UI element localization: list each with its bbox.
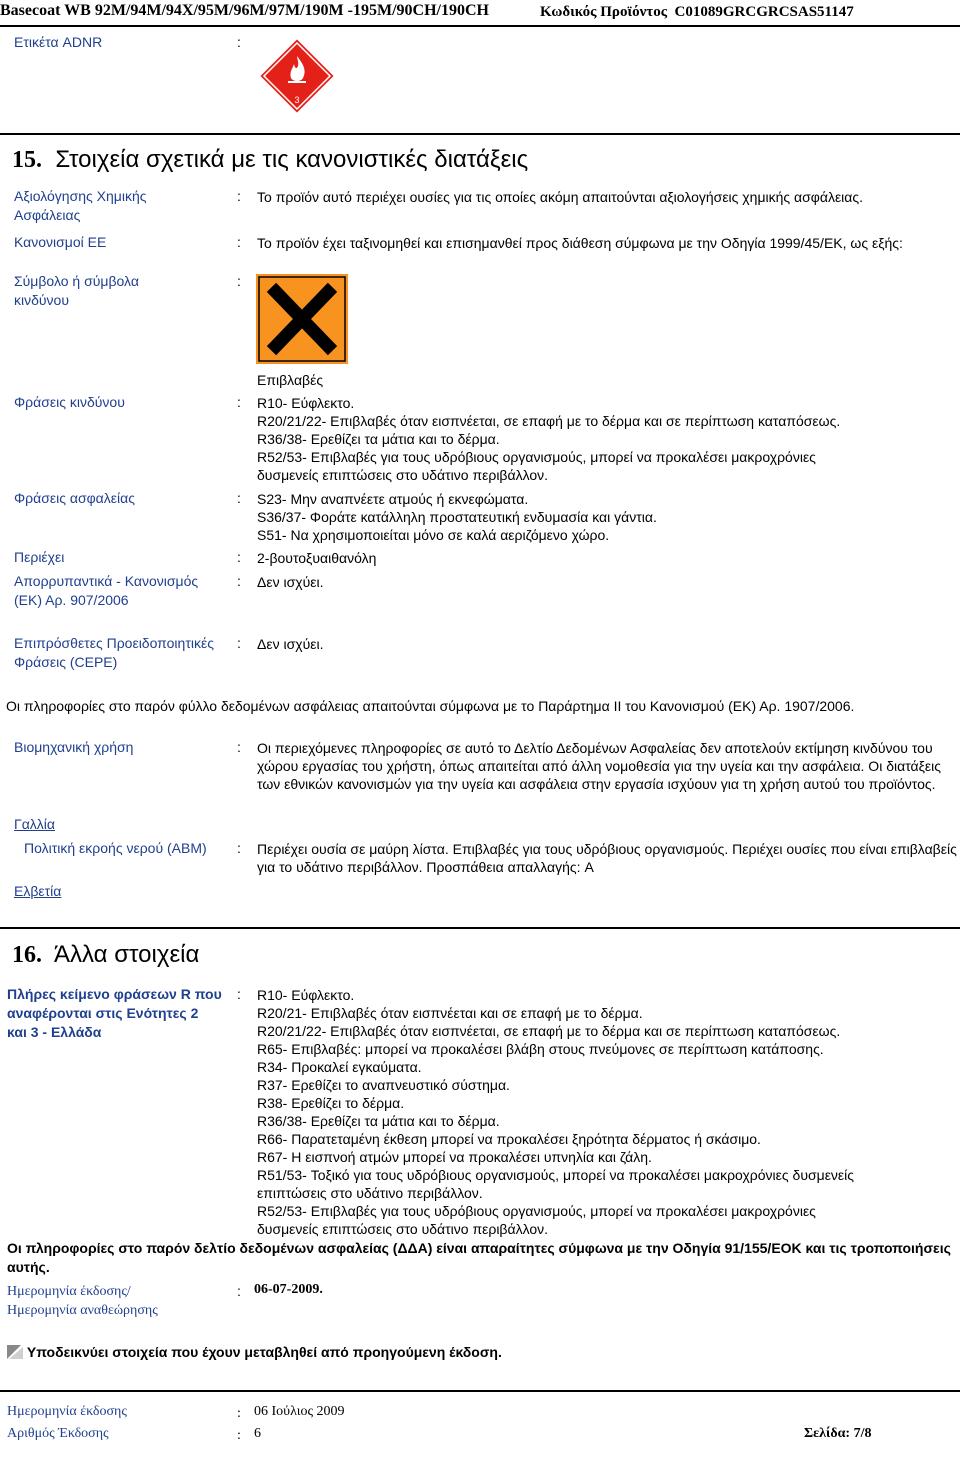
footer-issue-date-value: 06 Ιούλιος 2009 [254, 1404, 345, 1419]
list-item: R10- Εύφλεκτο. [257, 395, 355, 411]
footer-version-label: Αριθμός Έκδοσης [7, 1426, 109, 1441]
colon: : [237, 1428, 241, 1443]
list-item: δυσμενείς επιπτώσεις στο υδάτινο περιβάλλον. [257, 1221, 549, 1237]
colon: : [237, 635, 241, 651]
changed-marker-icon [7, 1345, 23, 1359]
industrial-use-label: Βιομηχανική χρήση [14, 739, 134, 755]
flammable-pictogram-icon [257, 36, 337, 116]
harmful-x-icon [256, 274, 348, 364]
contains-label: Περιέχει [14, 549, 65, 565]
section16-heading [12, 940, 199, 970]
risk-phrases-list [257, 394, 957, 484]
directive-note: Οι πληροφορίες στο παρόν δελτίο δεδομένων ασφαλείας (ΔΔΑ) είναι απαραίτητες σύμφωνα με την Οδηγία 91/155/ΕΟΚ και τις τροποποιήσεις αυτής. [7, 1240, 951, 1275]
hazard-symbol-caption: Επιβλαβές [257, 372, 324, 388]
list-item: R34- Προκαλεί εγκαύματα. [257, 1059, 422, 1075]
section16-rule [0, 927, 960, 929]
list-item: S51- Να χρησιμοποιείται μόνο σε καλά αεριζόμενο χώρο. [257, 527, 610, 543]
list-item: R51/53- Τοξικό για τους υδρόβιους οργανισμούς, μπορεί να προκαλέσει μακροχρόνιες δυσμενείς [257, 1167, 855, 1183]
colon: : [237, 1406, 241, 1421]
section15-number: 15. [12, 147, 42, 173]
page-header [0, 0, 960, 26]
list-item: S36/37- Φοράτε κατάλληλη προστατευτική ενδυμασία και γάντια. [257, 509, 657, 525]
list-item: S23- Μην αναπνέετε ατμούς ή εκνεφώματα. [257, 491, 529, 507]
header-rule [0, 25, 960, 27]
section15-rule [0, 133, 960, 135]
list-item: R52/53- Επιβλαβές για τους υδρόβιους οργανισμούς, μπορεί να προκαλέσει μακροχρόνιες [257, 1203, 816, 1219]
list-item: R36/38- Ερεθίζει τα μάτια και το δέρμα. [257, 431, 500, 447]
colon: : [237, 549, 241, 565]
france-label: Γαλλία [14, 816, 56, 832]
section15-title: Στοιχεία σχετικά με τις κανονιστικές διατάξεις [55, 146, 529, 173]
footer-rule [0, 1390, 960, 1392]
hazard-symbol-label: Σύμβολο ή σύμβολα κινδύνου [14, 273, 139, 308]
footer-issue-date-label: Ημερομηνία έκδοσης [7, 1404, 127, 1419]
contains-value: 2-βουτοξυαιθανόλη [257, 550, 377, 566]
colon: : [237, 573, 241, 589]
list-item: R67- Η εισπνοή ατμών μπορεί να προκαλέσει υπνηλία και ζάλη. [257, 1149, 652, 1165]
eu-regulations-label: Κανονισμοί ΕΕ [14, 234, 107, 250]
list-item: R20/21- Επιβλαβές όταν εισπνέεται και σε επαφή με το δέρμα. [257, 1005, 643, 1021]
changes-note-text: Υποδεικνύει στοιχεία που έχουν μεταβληθεί από προηγούμενη έκδοση. [26, 1344, 502, 1360]
water-discharge-label: Πολιτική εκροής νερού (ABM) [24, 840, 207, 856]
risk-phrases-label: Φράσεις κινδύνου [14, 394, 125, 410]
product-code-value: C01089GRCGRCSAS51147 [674, 4, 854, 20]
list-item: R66- Παρατεταμένη έκθεση μπορεί να προκαλέσει ξηρότητα δέρματος ή σκάσιμο. [257, 1131, 761, 1147]
list-item: επιπτώσεις στο υδάτινο περιβάλλον. [257, 1185, 483, 1201]
list-item: δυσμενείς επιπτώσεις στο υδάτινο περιβάλλον. [257, 467, 549, 483]
full-text-r-label: Πλήρες κείμενο φράσεων R που αναφέρονται στις Ενότητες 2 και 3 - Ελλάδα [7, 986, 222, 1040]
cepe-label: Επιπρόσθετες Προειδοποιητικές Φράσεις (CEPE) [14, 635, 214, 670]
water-discharge-value: Περιέχει ουσία σε μαύρη λίστα. Επιβλαβές για τους υδρόβιους οργανισμούς. Περιέχει ουσίες που είναι επιβλαβείς για το υδάτινο περιβάλλον. Προσπάθεια απαλλαγής: A [257, 841, 957, 875]
colon: : [237, 1283, 241, 1299]
list-item: R65- Επιβλαβές: μπορεί να προκαλέσει βλάβη στους πνεύμονες σε περίπτωση κατάποσης. [257, 1041, 824, 1057]
colon: : [237, 840, 241, 856]
product-code [540, 4, 854, 21]
list-item: R37- Ερεθίζει το αναπνευστικό σύστημα. [257, 1077, 510, 1093]
section16-title: Άλλα στοιχεία [54, 941, 200, 968]
cepe-value: Δεν ισχύει. [257, 636, 324, 652]
list-item: R20/21/22- Επιβλαβές όταν εισπνέεται, σε επαφή με το δέρμα και σε περίπτωση καταπόσεως. [257, 413, 841, 429]
revision-date-label: Ημερομηνία έκδοσης/Ημερομηνία αναθεώρησης [7, 1284, 158, 1318]
safety-phrases-label: Φράσεις ασφαλείας [14, 490, 135, 506]
list-item: R52/53- Επιβλαβές για τους υδρόβιους οργανισμούς, μπορεί να προκαλέσει μακροχρόνιες [257, 449, 816, 465]
chem-safety-value: Το προϊόν αυτό περιέχει ουσίες για τις οποίες ακόμη απαιτούνται αξιολογήσεις χημικής ασφάλειας. [257, 189, 864, 205]
product-code-label: Κωδικός Προϊόντος [540, 4, 668, 20]
colon: : [237, 490, 241, 506]
eu-regulations-value: Το προϊόν έχει ταξινομηθεί και επισημανθεί προς διάθεση σύμφωνα με την Οδηγία 1999/45/ΕΚ, ως εξής: [257, 235, 903, 251]
list-item: R20/21/22- Επιβλαβές όταν εισπνέεται, σε επαφή με το δέρμα και σε περίπτωση καταπόσεως. [257, 1023, 841, 1039]
changes-note [7, 1343, 502, 1361]
section15-heading [12, 145, 528, 175]
colon: : [237, 273, 241, 289]
adnr-class-number: 3 [294, 95, 300, 105]
footer-version-value: 6 [254, 1426, 261, 1441]
colon: : [237, 234, 241, 250]
list-item: R38- Ερεθίζει το δέρμα. [257, 1095, 405, 1111]
product-title: Basecoat WB 92M/94M/94X/95M/96M/97M/190M -195M/90CH/190CH [0, 2, 489, 19]
section16-number: 16. [12, 942, 42, 968]
colon: : [237, 188, 241, 204]
revision-date-value: 06-07-2009. [254, 1282, 323, 1297]
colon: : [237, 739, 241, 755]
adnr-label: Ετικέτα ADNR [14, 34, 103, 50]
colon: : [237, 986, 241, 1002]
list-item: R36/38- Ερεθίζει τα μάτια και το δέρμα. [257, 1113, 500, 1129]
chem-safety-label: Αξιολόγησης Χημικής Ασφάλειας [14, 188, 147, 223]
switzerland-label: Ελβετία [14, 883, 62, 899]
colon: : [237, 34, 241, 50]
detergents-value: Δεν ισχύει. [257, 574, 324, 590]
footer-page-number: Σελίδα: 7/8 [804, 1426, 872, 1441]
colon: : [237, 394, 241, 410]
industrial-use-value: Οι περιεχόμενες πληροφορίες σε αυτό το Δελτίο Δεδομένων Ασφαλείας δεν αποτελούν εκτίμηση κινδύνου του χώρου εργασίας του χρήστη, όπως απαιτείται από άλλη νομοθεσία για την υγεία και την ασφάλεια. Οι διατάξεις των εθνικών κανονισμών για την υγεία και ασφάλεια στην εργασία ισχύουν για τη χρήση αυτού του προϊόντος. [257, 740, 941, 792]
list-item: R10- Εύφλεκτο. [257, 987, 355, 1003]
detergents-label: Απορρυπαντικά - Κανονισμός (ΕΚ) Αρ. 907/2006 [14, 573, 199, 608]
safety-phrases-list [257, 490, 957, 544]
r-phrases-list [257, 986, 957, 1238]
annex-note: Οι πληροφορίες στο παρόν φύλλο δεδομένων ασφάλειας απαιτούνται σύμφωνα με το Παράρτημα II του Κανονισμού (ΕΚ) Αρ. 1907/2006. [6, 698, 855, 714]
